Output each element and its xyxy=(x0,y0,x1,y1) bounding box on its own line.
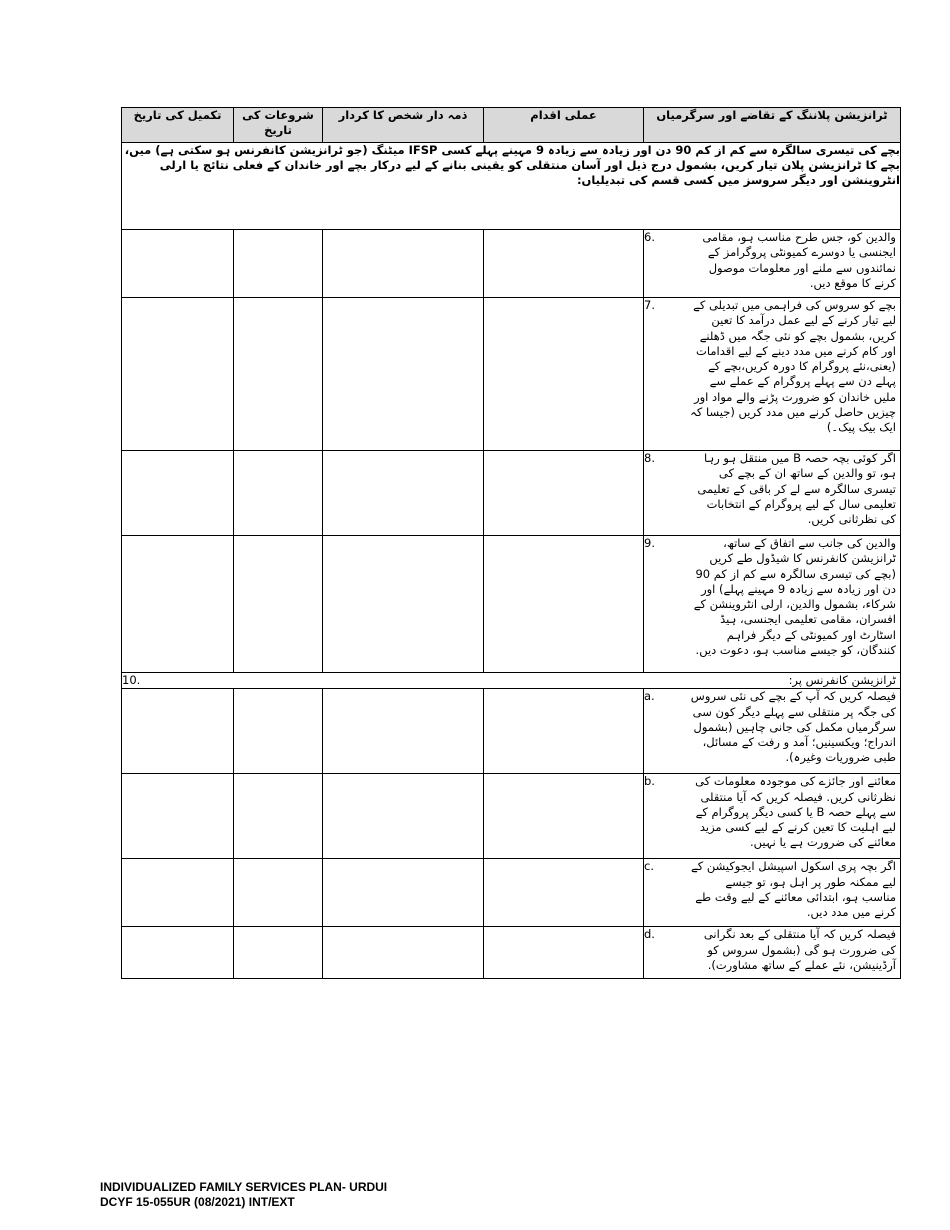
completion-date-cell[interactable] xyxy=(122,451,234,536)
header-requirements: ٹرانزیشن پلاننگ کے تقاضے اور سرگرمیاں xyxy=(644,108,901,143)
completion-date-cell[interactable] xyxy=(122,536,234,673)
requirement-number: 7. xyxy=(644,298,655,312)
completion-date-cell[interactable] xyxy=(122,689,234,774)
sub-requirement-letter: a. xyxy=(644,689,655,704)
completion-date-cell[interactable] xyxy=(122,230,234,298)
requirement-number: 6. xyxy=(644,230,655,244)
table-row xyxy=(122,927,901,979)
sub-requirement-letter: c. xyxy=(644,859,654,874)
intro-text: بچے کی تیسری سالگرہ سے کم از کم 90 دن اور زیادہ سے زیادہ 9 مہینے پہلے کسی IFSP میٹنگ (جو ٹرانزیشن کانفرنس ہو سکتی ہے) میں، بچے کا ٹرانزیشن پلان تیار کریں، بشمول درج ذیل اور آسان منتقلی کو یقینی بنانے کے لیے درکار بچے اور خاندان کے فعلی نتائج یا ارلی انٹروینشن اور دیگر سروسز میں کسی قسم کی تبدیلیاں: xyxy=(122,143,901,230)
table-row xyxy=(122,230,901,298)
header-responsible-person: ذمہ دار شخص کا کردار xyxy=(323,108,484,143)
table-row xyxy=(122,451,901,536)
requirement-text: والدین کو، جس طرح مناسب ہو، مقامی ایجنسی یا دوسرے کمیونٹی پروگرامز کے نمائندوں سے ملنے اور معلومات موصول کرنے کا موقع دیں. xyxy=(702,230,896,290)
table-row xyxy=(122,298,901,451)
conference-number: 10. xyxy=(122,673,141,687)
responsible-person-cell[interactable] xyxy=(323,451,484,536)
completion-date-cell[interactable] xyxy=(122,927,234,979)
sub-requirement-cell xyxy=(644,859,901,927)
start-date-cell[interactable] xyxy=(234,689,323,774)
table-row xyxy=(122,774,901,859)
sub-requirement-text: معائنے اور جائزے کی موجودہ معلومات کی نظرثانی کریں. فیصلہ کریں کہ آیا منتقلی سے پہلے حصہ B یا کسی دیگر پروگرام کے لیے اہلیت کا تعین کرنے کے لیے کسی مزید معائنے کی ضرورت ہے یا نہیں. xyxy=(695,774,896,850)
conference-row xyxy=(122,673,901,689)
responsible-person-cell[interactable] xyxy=(323,774,484,859)
table-row xyxy=(122,536,901,673)
action-cell[interactable] xyxy=(484,451,644,536)
action-cell[interactable] xyxy=(484,536,644,673)
start-date-cell[interactable] xyxy=(234,774,323,859)
requirement-text: والدین کی جانب سے اتفاق کے ساتھ، ٹرانزیشن کانفرنس کا شیڈول طے کریں (بچے کی تیسری سالگرہ سے کم از کم 90 دن اور زیادہ سے زیادہ 9 مہینے پہلے) اور شرکاء، بشمول والدین، ارلی انٹروینشن کے افسران، مقامی تعلیمی ایجنسی، ہیڈ اسٹارٹ اور کمیونٹی کے دیگر فراہم کنندگان، کو جیسے مناسب ہو، دعوت دیں. xyxy=(693,536,896,658)
start-date-cell[interactable] xyxy=(234,230,323,298)
sub-requirement-text: فیصلہ کریں کہ آپ کے بچے کی نئی سروس کی جگہ پر منتقلی سے پہلے دیگر کون سی سرگرمیاں مکمل کی جانی چاہیں (بشمول اندراج؛ ویکسینیں؛ آمد و رفت کے مسائل، طبی ضروریات وغیرہ). xyxy=(690,689,896,765)
conference-text: ٹرانزیشن کانفرنس پر: xyxy=(788,673,896,687)
conference-cell xyxy=(122,673,901,689)
header-start-date: شروعات کی تاریخ xyxy=(234,108,323,143)
action-cell[interactable] xyxy=(484,230,644,298)
requirement-text: بچے کو سروس کی فراہمی میں تبدیلی کے لیے تیار کرنے کے لیے عمل درآمد کا تعین کریں، بشمول بچے کو نئی جگہ میں ڈھلنے اور کام کرنے میں مدد دینے کے لیے اقدامات (یعنی،نئے پروگرام کا دورہ کریں،بچے کے پہلے دن سے پہلے پروگرام کے عملے سے ملیں خاندان کو ضرورت پڑنے والے مواد اور چیزیں حاصل کرنے میں مدد کریں (جیسا کہ ایک بیک پیک۔) xyxy=(690,298,896,435)
action-cell[interactable] xyxy=(484,774,644,859)
completion-date-cell[interactable] xyxy=(122,859,234,927)
requirement-number: 9. xyxy=(644,536,655,550)
requirement-number: 8. xyxy=(644,451,655,465)
completion-date-cell[interactable] xyxy=(122,298,234,451)
transition-plan-table xyxy=(121,107,901,979)
sub-requirement-text: اگر بچہ پری اسکول اسپیشل ایجوکیشن کے لیے ممکنہ طور پر اہل ہو، تو جیسے مناسب ہو، ابتدائی معائنے کے لیے وقت طے کرنے میں مدد دیں. xyxy=(690,859,896,920)
sub-requirement-text: فیصلہ کریں کہ آیا منتقلی کے بعد نگرانی کی ضرورت ہو گی (بشمول سروس کو آرڈینیشن، نئے عملے کے ساتھ مشاورت). xyxy=(703,927,896,972)
sub-requirement-cell xyxy=(644,689,901,774)
action-cell[interactable] xyxy=(484,298,644,451)
responsible-person-cell[interactable] xyxy=(323,298,484,451)
completion-date-cell[interactable] xyxy=(122,774,234,859)
action-cell[interactable] xyxy=(484,927,644,979)
responsible-person-cell[interactable] xyxy=(323,927,484,979)
header-action: عملی اقدام xyxy=(484,108,644,143)
responsible-person-cell[interactable] xyxy=(323,689,484,774)
requirement-cell xyxy=(644,451,901,536)
sub-requirement-letter: b. xyxy=(644,774,655,789)
start-date-cell[interactable] xyxy=(234,451,323,536)
intro-row xyxy=(122,143,901,230)
start-date-cell[interactable] xyxy=(234,536,323,673)
sub-requirement-letter: d. xyxy=(644,927,655,942)
form-title: INDIVIDUALIZED FAMILY SERVICES PLAN- URDUI xyxy=(100,1180,388,1194)
sub-requirement-cell xyxy=(644,774,901,859)
requirement-cell xyxy=(644,536,901,673)
requirement-cell xyxy=(644,230,901,298)
start-date-cell[interactable] xyxy=(234,927,323,979)
responsible-person-cell[interactable] xyxy=(323,230,484,298)
requirement-text: اگر کوئی بچہ حصہ B میں منتقل ہو رہا ہو، تو والدین کے ساتھ ان کے بچے کی تیسری سالگرہ سے لے کر باقی کے تعلیمی تعلیمی سال کے لیے پروگرام کے انتخابات کی نظرثانی کریں. xyxy=(697,451,896,527)
start-date-cell[interactable] xyxy=(234,859,323,927)
form-number: DCYF 15-055UR (08/2021) INT/EXT xyxy=(100,1195,295,1209)
responsible-person-cell[interactable] xyxy=(323,859,484,927)
header-completion-date: تکمیل کی تاریخ xyxy=(122,108,234,143)
start-date-cell[interactable] xyxy=(234,298,323,451)
responsible-person-cell[interactable] xyxy=(323,536,484,673)
requirement-cell xyxy=(644,298,901,451)
action-cell[interactable] xyxy=(484,689,644,774)
table-row xyxy=(122,859,901,927)
header-row xyxy=(122,108,901,143)
action-cell[interactable] xyxy=(484,859,644,927)
form-footer xyxy=(100,1180,387,1210)
sub-requirement-cell xyxy=(644,927,901,979)
table-row xyxy=(122,689,901,774)
